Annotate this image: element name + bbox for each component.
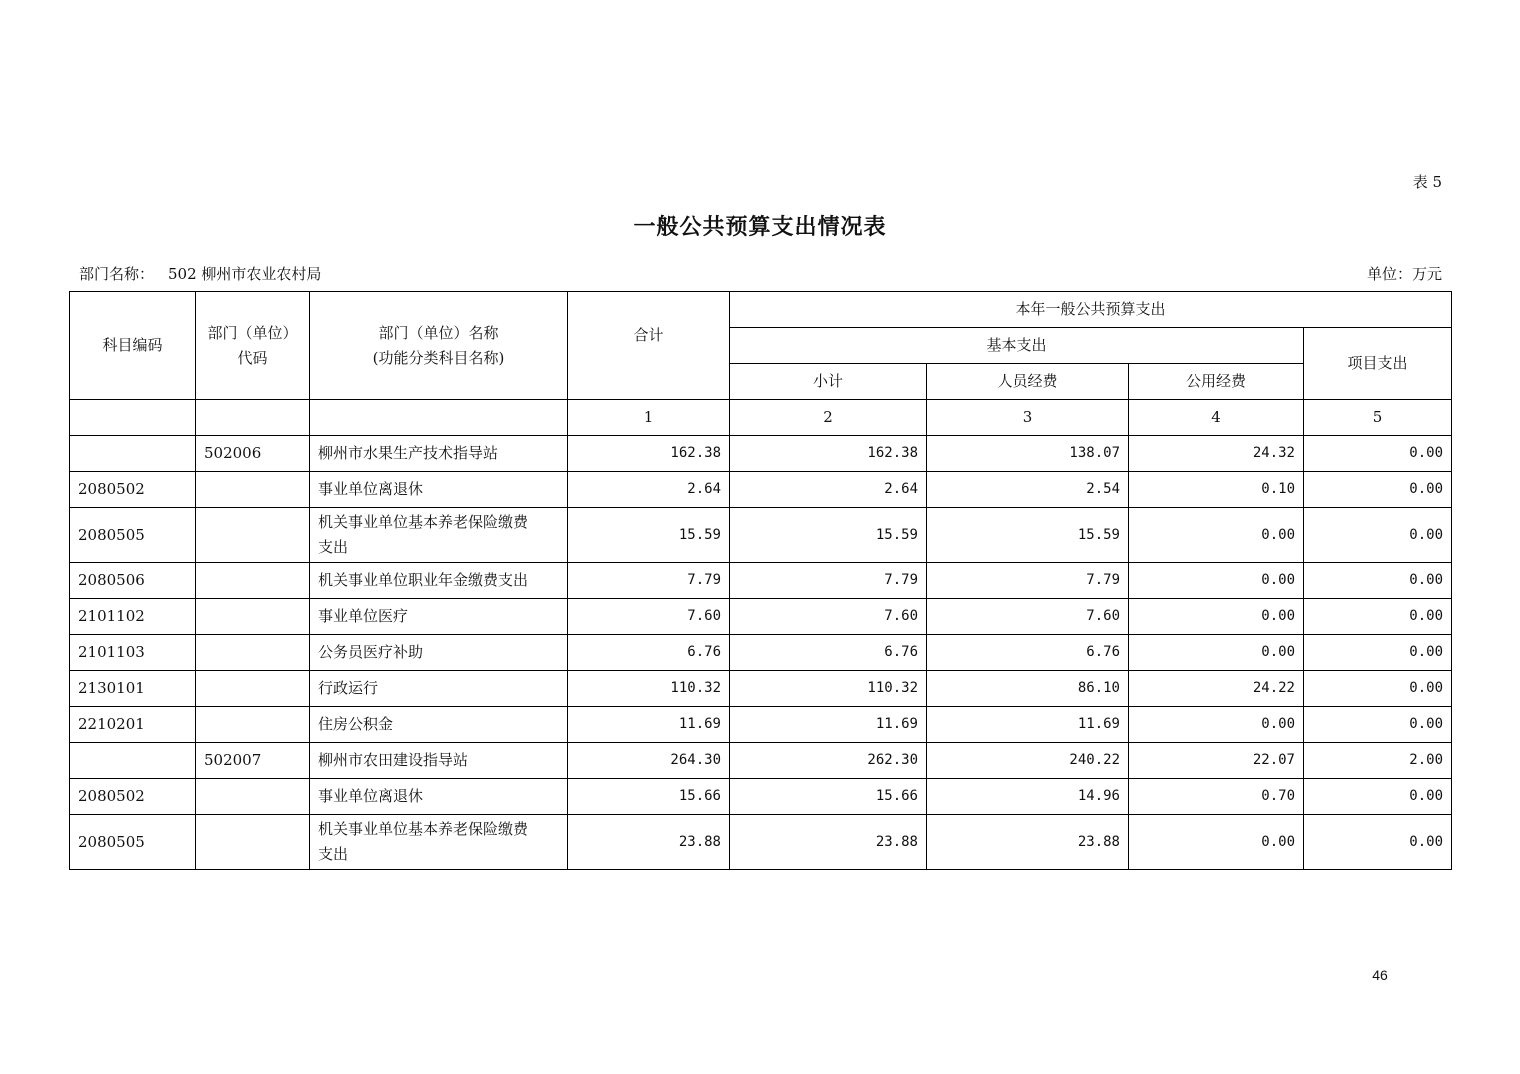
cell-personnel: 86.10: [927, 671, 1129, 707]
header-blank-name: [310, 400, 568, 436]
table-row: [70, 508, 1452, 563]
cell-code: 2080506: [70, 563, 196, 599]
cell-code: 2080502: [70, 472, 196, 508]
header-dept-code: [196, 292, 310, 400]
cell-total: 2.64: [568, 472, 730, 508]
cell-project: 0.00: [1304, 815, 1452, 870]
cell-public: 0.00: [1129, 635, 1304, 671]
cell-personnel: 6.76: [927, 635, 1129, 671]
table-row: [70, 635, 1452, 671]
header-public: 公用经费: [1129, 364, 1304, 400]
cell-name-line1: 机关事业单位基本养老保险缴费: [318, 820, 529, 838]
cell-public: 22.07: [1129, 743, 1304, 779]
header-dept-code-line1: 部门（单位）: [207, 323, 298, 342]
cell-project: 0.00: [1304, 671, 1452, 707]
page-title: 一般公共预算支出情况表: [633, 214, 887, 240]
cell-project: 0.00: [1304, 472, 1452, 508]
cell-project: 0.00: [1304, 508, 1452, 563]
table-row: [70, 815, 1452, 870]
cell-code: 2080505: [70, 815, 196, 870]
cell-name: [310, 815, 568, 870]
cell-dept-code: [196, 472, 310, 508]
cell-dept-code: 502006: [196, 436, 310, 472]
cell-public: 0.70: [1129, 779, 1304, 815]
header-subject-code: 科目编码: [70, 292, 196, 400]
department-line: [79, 263, 321, 284]
cell-total: 6.76: [568, 635, 730, 671]
department-label: 部门名称：: [79, 265, 155, 283]
cell-personnel: 7.60: [927, 599, 1129, 635]
header-blank-dept-code: [196, 400, 310, 436]
cell-total: 264.30: [568, 743, 730, 779]
cell-name: 行政运行: [310, 671, 568, 707]
cell-subtotal: 15.59: [730, 508, 927, 563]
cell-subtotal: 23.88: [730, 815, 927, 870]
table-row: [70, 436, 1452, 472]
header-dept-name: [310, 292, 568, 400]
header-col-index: 2: [730, 400, 927, 436]
table-number: 表 5: [1412, 173, 1442, 191]
cell-subtotal: 7.79: [730, 563, 927, 599]
table-row: [70, 743, 1452, 779]
cell-name: [310, 508, 568, 563]
cell-total: 7.60: [568, 599, 730, 635]
cell-total: 23.88: [568, 815, 730, 870]
cell-subtotal: 110.32: [730, 671, 927, 707]
cell-dept-code: 502007: [196, 743, 310, 779]
cell-name: 公务员医疗补助: [310, 635, 568, 671]
header-dept-name-line1: 部门（单位）名称: [378, 323, 499, 342]
cell-subtotal: 11.69: [730, 707, 927, 743]
cell-name: 事业单位离退休: [310, 779, 568, 815]
cell-dept-code: [196, 707, 310, 743]
cell-total: 15.66: [568, 779, 730, 815]
cell-subtotal: 15.66: [730, 779, 927, 815]
cell-subtotal: 6.76: [730, 635, 927, 671]
cell-total: 11.69: [568, 707, 730, 743]
cell-name-line2: 支出: [318, 538, 349, 556]
cell-code: 2101103: [70, 635, 196, 671]
cell-name: 住房公积金: [310, 707, 568, 743]
table-row: [70, 707, 1452, 743]
cell-name: 事业单位离退休: [310, 472, 568, 508]
cell-public: 24.22: [1129, 671, 1304, 707]
cell-project: 2.00: [1304, 743, 1452, 779]
cell-dept-code: [196, 779, 310, 815]
cell-public: 0.00: [1129, 563, 1304, 599]
cell-code: 2210201: [70, 707, 196, 743]
header-current-year: 本年一般公共预算支出: [730, 292, 1452, 328]
budget-table: [69, 291, 1452, 870]
cell-personnel: 11.69: [927, 707, 1129, 743]
cell-personnel: 15.59: [927, 508, 1129, 563]
cell-dept-code: [196, 635, 310, 671]
cell-project: 0.00: [1304, 563, 1452, 599]
cell-code: 2101102: [70, 599, 196, 635]
cell-subtotal: 162.38: [730, 436, 927, 472]
cell-code: [70, 743, 196, 779]
header-col-index: 1: [568, 400, 730, 436]
header-dept-name-line2: (功能分类科目名称): [372, 348, 505, 367]
cell-code: 2130101: [70, 671, 196, 707]
cell-public: 24.32: [1129, 436, 1304, 472]
cell-name: 机关事业单位职业年金缴费支出: [310, 563, 568, 599]
cell-project: 0.00: [1304, 599, 1452, 635]
table-row: [70, 671, 1452, 707]
page-number: 46: [1372, 967, 1388, 983]
cell-personnel: 138.07: [927, 436, 1129, 472]
cell-project: 0.00: [1304, 635, 1452, 671]
cell-project: 0.00: [1304, 436, 1452, 472]
cell-name: 柳州市水果生产技术指导站: [310, 436, 568, 472]
cell-name-line2: 支出: [318, 845, 349, 863]
cell-dept-code: [196, 563, 310, 599]
cell-public: 0.00: [1129, 815, 1304, 870]
cell-project: 0.00: [1304, 779, 1452, 815]
cell-subtotal: 2.64: [730, 472, 927, 508]
cell-personnel: 23.88: [927, 815, 1129, 870]
cell-dept-code: [196, 671, 310, 707]
cell-name: 事业单位医疗: [310, 599, 568, 635]
cell-personnel: 240.22: [927, 743, 1129, 779]
cell-name-line1: 机关事业单位基本养老保险缴费: [318, 513, 529, 531]
table-row: [70, 563, 1452, 599]
cell-public: 0.00: [1129, 508, 1304, 563]
header-subtotal: 小计: [730, 364, 927, 400]
cell-dept-code: [196, 815, 310, 870]
cell-dept-code: [196, 508, 310, 563]
cell-code: 2080505: [70, 508, 196, 563]
cell-subtotal: 262.30: [730, 743, 927, 779]
cell-public: 0.00: [1129, 599, 1304, 635]
cell-total: 7.79: [568, 563, 730, 599]
cell-name: 柳州市农田建设指导站: [310, 743, 568, 779]
table-row: [70, 472, 1452, 508]
header-dept-code-line2: 代码: [237, 348, 268, 367]
cell-public: 0.00: [1129, 707, 1304, 743]
header-col-index: 3: [927, 400, 1129, 436]
cell-total: 162.38: [568, 436, 730, 472]
cell-personnel: 7.79: [927, 563, 1129, 599]
cell-subtotal: 7.60: [730, 599, 927, 635]
unit-label: 单位：万元: [1366, 265, 1442, 283]
table-row: [70, 779, 1452, 815]
cell-public: 0.10: [1129, 472, 1304, 508]
cell-code: [70, 436, 196, 472]
header-project: 项目支出: [1304, 328, 1452, 400]
header-col-index: 4: [1129, 400, 1304, 436]
header-col-index: 5: [1304, 400, 1452, 436]
cell-total: 15.59: [568, 508, 730, 563]
cell-project: 0.00: [1304, 707, 1452, 743]
header-total: 合计: [568, 292, 730, 400]
cell-total: 110.32: [568, 671, 730, 707]
table-row: [70, 599, 1452, 635]
cell-code: 2080502: [70, 779, 196, 815]
department-value: 502 柳州市农业农村局: [168, 265, 322, 283]
header-blank-code: [70, 400, 196, 436]
cell-dept-code: [196, 599, 310, 635]
cell-personnel: 14.96: [927, 779, 1129, 815]
header-basic: 基本支出: [730, 328, 1304, 364]
cell-personnel: 2.54: [927, 472, 1129, 508]
header-personnel: 人员经费: [927, 364, 1129, 400]
